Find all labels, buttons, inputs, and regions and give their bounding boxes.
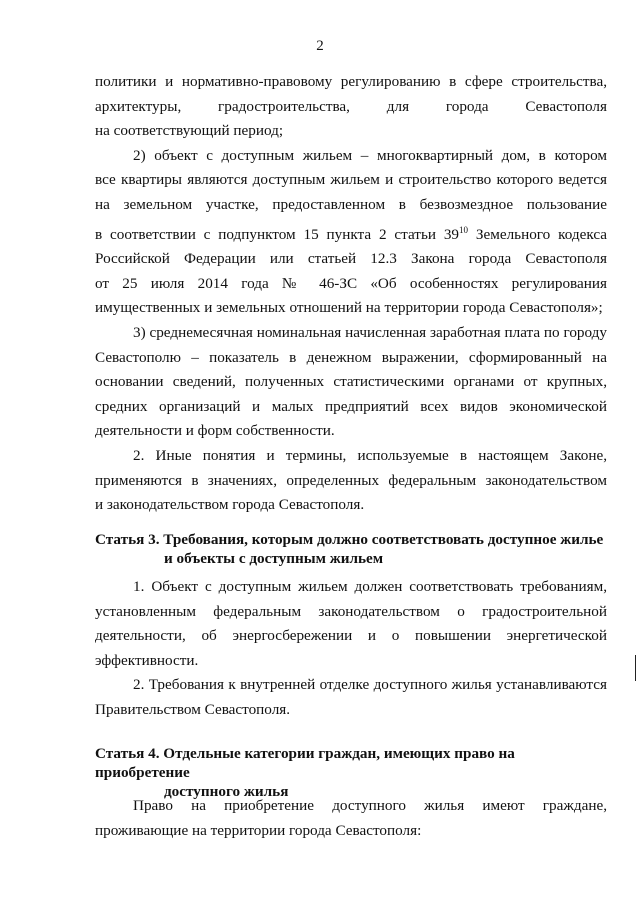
paragraph-line: Право на приобретение доступного жилья имеют граждане,	[133, 797, 607, 814]
article-3	[95, 530, 607, 568]
article-4	[95, 744, 607, 801]
paragraph-line: основании сведений, полученных статистическими органами от крупных,	[95, 373, 607, 391]
paragraph-line: средних организаций и малых предприятий всех видов экономической	[95, 397, 607, 415]
article-heading	[95, 744, 607, 801]
paragraph-line: Севастополю – показатель в денежном выражении, сформированный на	[95, 348, 607, 366]
heading-line: Статья 3. Требования, которым должно соответствовать доступное жилье	[95, 531, 604, 548]
page-number: 2	[316, 38, 324, 54]
paragraph-line-with-superscript	[95, 218, 607, 248]
definitions-continuation	[95, 70, 607, 518]
paragraph-line: Правительством Севастополя.	[95, 700, 291, 718]
text-part: Земельного кодекса	[468, 225, 607, 243]
paragraph-line: Российской Федерации или статьей 12.3 Закона города Севастополя	[95, 250, 607, 268]
heading-line: Статья 4. Отдельные категории граждан, имеющих право на приобретение	[95, 745, 515, 781]
paragraph-line: и законодательством города Севастополя.	[95, 496, 365, 514]
paragraph-line: архитектуры, градостроительства, для города Севастополя	[95, 97, 607, 115]
paragraph-line: 3) среднемесячная номинальная начисленная заработная плата по городу	[133, 324, 607, 341]
paragraph-line: 2. Требования к внутренней отделке доступного жилья устанавливаются	[133, 676, 607, 694]
article-heading	[95, 530, 607, 568]
paragraph-line: политики и нормативно-правовому регулированию в сфере строительства,	[95, 73, 607, 90]
paragraph-line: деятельности, об энергосбережении и о повышении энергетической	[95, 627, 607, 645]
text-part: в соответствии с подпунктом 15 пункта 2 статьи 39	[95, 225, 460, 243]
article-4-body	[95, 794, 607, 843]
paragraph-line: на земельном участке, предоставленном в безвозмездное пользование	[95, 195, 607, 213]
paragraph-line: деятельности и форм собственности.	[95, 422, 335, 440]
paragraph-line: применяются в значениях, определенных федеральным законодательством	[95, 471, 607, 489]
paragraph-line: на соответствующий период;	[95, 122, 284, 140]
paragraph-line: проживающие на территории города Севастополя:	[95, 821, 422, 839]
paragraph-line: установленным федеральным законодательством о градостроительной	[95, 602, 607, 620]
paragraph-line: 2. Иные понятия и термины, используемые в настоящем Законе,	[133, 446, 607, 464]
paragraph-line: 2) объект с доступным жильем – многоквартирный дом, в котором	[133, 146, 607, 164]
heading-line: и объекты с доступным жильем	[164, 550, 384, 567]
heading-line: доступного жилья	[164, 783, 289, 800]
paragraph-line: от 25 июля 2014 года № 46-ЗС «Об особенностях регулирования	[95, 274, 607, 292]
paragraph-line: все квартиры являются доступным жильем и строительство которого ведется	[95, 171, 607, 189]
paragraph-line: имущественных и земельных отношений на территории города Севастополя»;	[95, 299, 603, 317]
superscript: 10	[459, 224, 469, 235]
paragraph-line: 1. Объект с доступным жильем должен соответствовать требованиям,	[133, 578, 607, 595]
paragraph-line: эффективности.	[95, 651, 199, 669]
scan-edge-mark	[635, 655, 636, 681]
article-3-body	[95, 575, 607, 723]
